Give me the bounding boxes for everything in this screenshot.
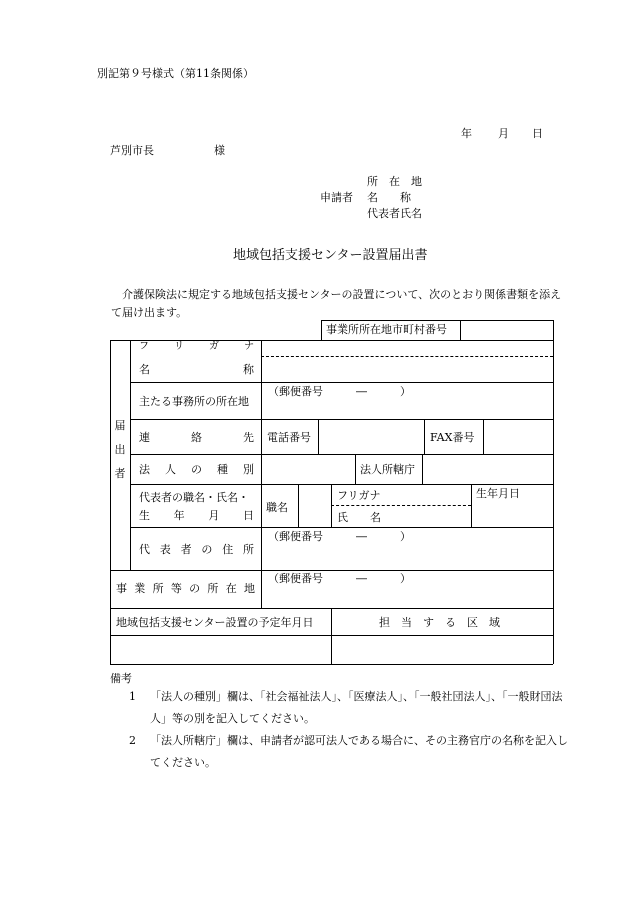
name-label: 名 称 — [139, 363, 254, 376]
date-year: 年 — [461, 127, 472, 140]
addressee-suffix: 様 — [214, 144, 225, 157]
page-title: 地域包括支援センター設置届出書 — [233, 248, 428, 263]
rep-address-postal: （郵便番号 ― ） — [268, 530, 411, 543]
note-item-1 — [100, 686, 576, 730]
applicant-rep-label: 代表者氏名 — [367, 207, 422, 220]
rep-name-label: 氏 名 — [337, 511, 381, 524]
note-text-2: 「法人所轄庁」欄は、申請者が認可法人である場合に、その主務官庁の名称を記入してください。 — [150, 734, 568, 769]
date-day: 日 — [532, 127, 543, 140]
note-num-2: 2 — [129, 734, 136, 747]
main-office-label: 主たる事務所の所在地 — [139, 395, 249, 408]
main-office-postal: （郵便番号 ― ） — [268, 385, 411, 398]
note-item-2 — [100, 730, 576, 774]
rep-title-label-2: 生 年 月 日 — [139, 509, 254, 522]
planned-date-label: 地域包括支援センター設置の予定年月日 — [116, 616, 314, 629]
corp-authority-label: 法人所轄庁 — [360, 463, 415, 476]
addressee-name: 芦別市長 — [110, 144, 154, 157]
furigana-label: フ リ ガ ナ — [139, 341, 254, 352]
office-address-postal: （郵便番号 ― ） — [268, 572, 411, 585]
position-label: 職名 — [266, 501, 288, 514]
birth-label: 生年月日 — [476, 487, 520, 500]
notifier-label — [113, 414, 127, 486]
notifier-char-3: 者 — [114, 467, 126, 480]
form-id: 別記第９号様式（第11条関係） — [97, 67, 254, 80]
applicant-prefix: 申請者 — [320, 191, 353, 204]
muni-code-label: 事業所所在地市町村番号 — [326, 323, 447, 336]
notifier-char-1: 届 — [114, 419, 126, 432]
rep-address-label: 代 表 者 の 住 所 — [139, 543, 254, 556]
office-address-label: 事 業 所 等 の 所 在 地 — [116, 582, 255, 595]
rep-title-label-1: 代表者の職名・氏名・ — [139, 491, 249, 504]
rep-furigana-label: フリガナ — [337, 489, 381, 502]
notifier-char-2: 出 — [114, 443, 126, 456]
intro-text: 介護保険法に規定する地域包括支援センターの設置について、次のとおり関係書類を添えて届け出ます。 — [111, 288, 562, 319]
notes-title: 備考 — [110, 672, 132, 685]
area-label: 担 当 す る 区 域 — [379, 616, 500, 629]
note-num-1: 1 — [129, 690, 136, 703]
phone-label: 電話番号 — [267, 431, 311, 444]
date-month: 月 — [498, 127, 509, 140]
contact-label: 連 絡 先 — [139, 431, 254, 444]
note-text-1: 「法人の種別」欄は、「社会福祉法人」、「医療法人」、「一般社団法人」、「一般財団法人」等の別を記入してください。 — [150, 690, 563, 725]
applicant-name-label: 名 称 — [367, 191, 411, 204]
applicant-address-label: 所 在 地 — [367, 175, 422, 188]
corp-type-label: 法 人 の 種 別 — [139, 463, 254, 476]
fax-label: FAX番号 — [430, 431, 475, 444]
